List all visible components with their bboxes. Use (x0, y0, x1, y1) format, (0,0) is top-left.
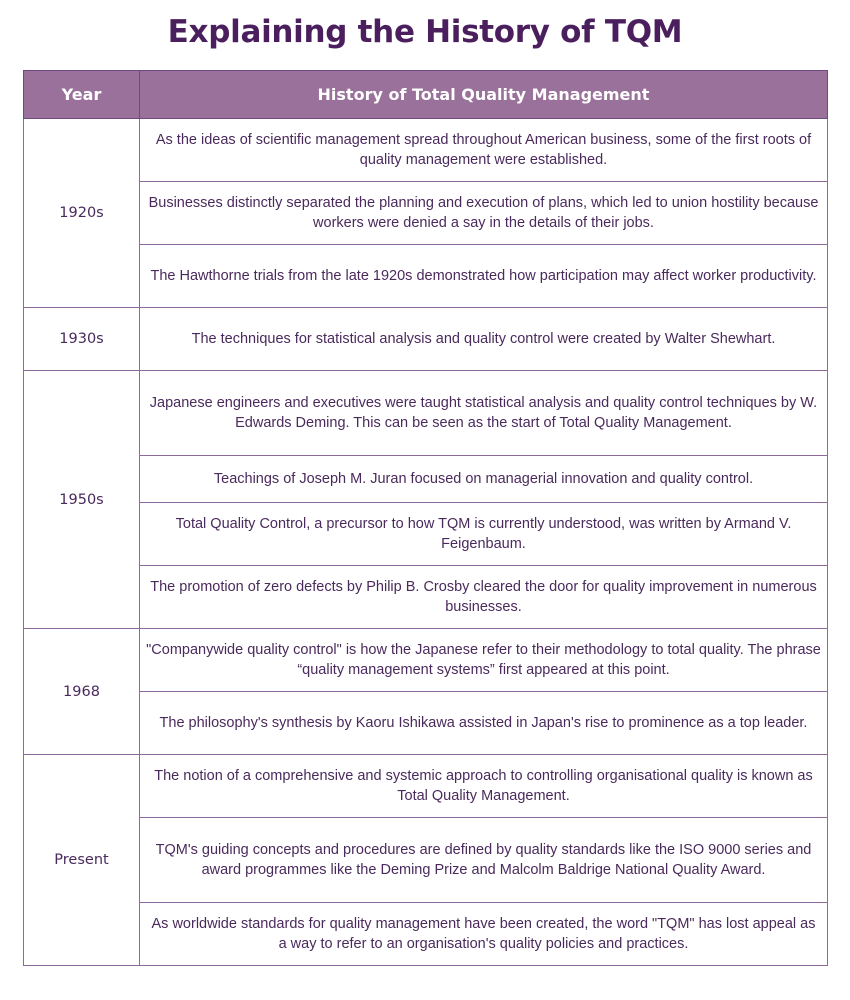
history-cell: The notion of a comprehensive and systemic approach to controlling organisational quality is known as Total Quality Management. (140, 755, 828, 818)
history-cell: Teachings of Joseph M. Juran focused on managerial innovation and quality control. (140, 456, 828, 503)
history-cell: As worldwide standards for quality management have been created, the word "TQM" has lost appeal as a way to refer to an organisation's quality policies and practices. (140, 903, 828, 966)
year-cell: 1920s (24, 119, 140, 308)
table-header-row (24, 71, 828, 119)
history-cell: Businesses distinctly separated the planning and execution of plans, which led to union hostility because workers were denied a say in the details of their jobs. (140, 182, 828, 245)
history-cell: The promotion of zero defects by Philip B. Crosby cleared the door for quality improvement in numerous businesses. (140, 566, 828, 629)
table-row (24, 308, 828, 371)
history-cell: Total Quality Control, a precursor to how TQM is currently understood, was written by Armand V. Feigenbaum. (140, 503, 828, 566)
table-row (24, 245, 828, 308)
table-row (24, 456, 828, 503)
table-row (24, 371, 828, 456)
year-cell: 1968 (24, 629, 140, 755)
history-cell: "Companywide quality control" is how the Japanese refer to their methodology to total quality. The phrase “quality management systems” first appeared at this point. (140, 629, 828, 692)
year-cell: 1950s (24, 371, 140, 629)
history-cell: The techniques for statistical analysis and quality control were created by Walter Shewhart. (140, 308, 828, 371)
history-cell: The Hawthorne trials from the late 1920s demonstrated how participation may affect worker productivity. (140, 245, 828, 308)
history-cell: TQM's guiding concepts and procedures are defined by quality standards like the ISO 9000 series and award programmes like the Deming Prize and Malcolm Baldrige National Quality Award. (140, 818, 828, 903)
history-cell: The philosophy's synthesis by Kaoru Ishikawa assisted in Japan's rise to prominence as a top leader. (140, 692, 828, 755)
table-row (24, 692, 828, 755)
table-row (24, 503, 828, 566)
table-row (24, 566, 828, 629)
table-row (24, 182, 828, 245)
table-row (24, 755, 828, 818)
tqm-history-table (23, 70, 828, 966)
year-cell: Present (24, 755, 140, 966)
year-cell: 1930s (24, 308, 140, 371)
history-cell: As the ideas of scientific management spread throughout American business, some of the first roots of quality management were established. (140, 119, 828, 182)
year-column-header: Year (24, 71, 140, 119)
table-row (24, 818, 828, 903)
history-cell: Japanese engineers and executives were taught statistical analysis and quality control techniques by W. Edwards Deming. This can be seen as the start of Total Quality Management. (140, 371, 828, 456)
table-row (24, 629, 828, 692)
page-title: Explaining the History of TQM (167, 14, 683, 50)
table-row (24, 119, 828, 182)
history-column-header: History of Total Quality Management (140, 71, 828, 119)
table-row (24, 903, 828, 966)
